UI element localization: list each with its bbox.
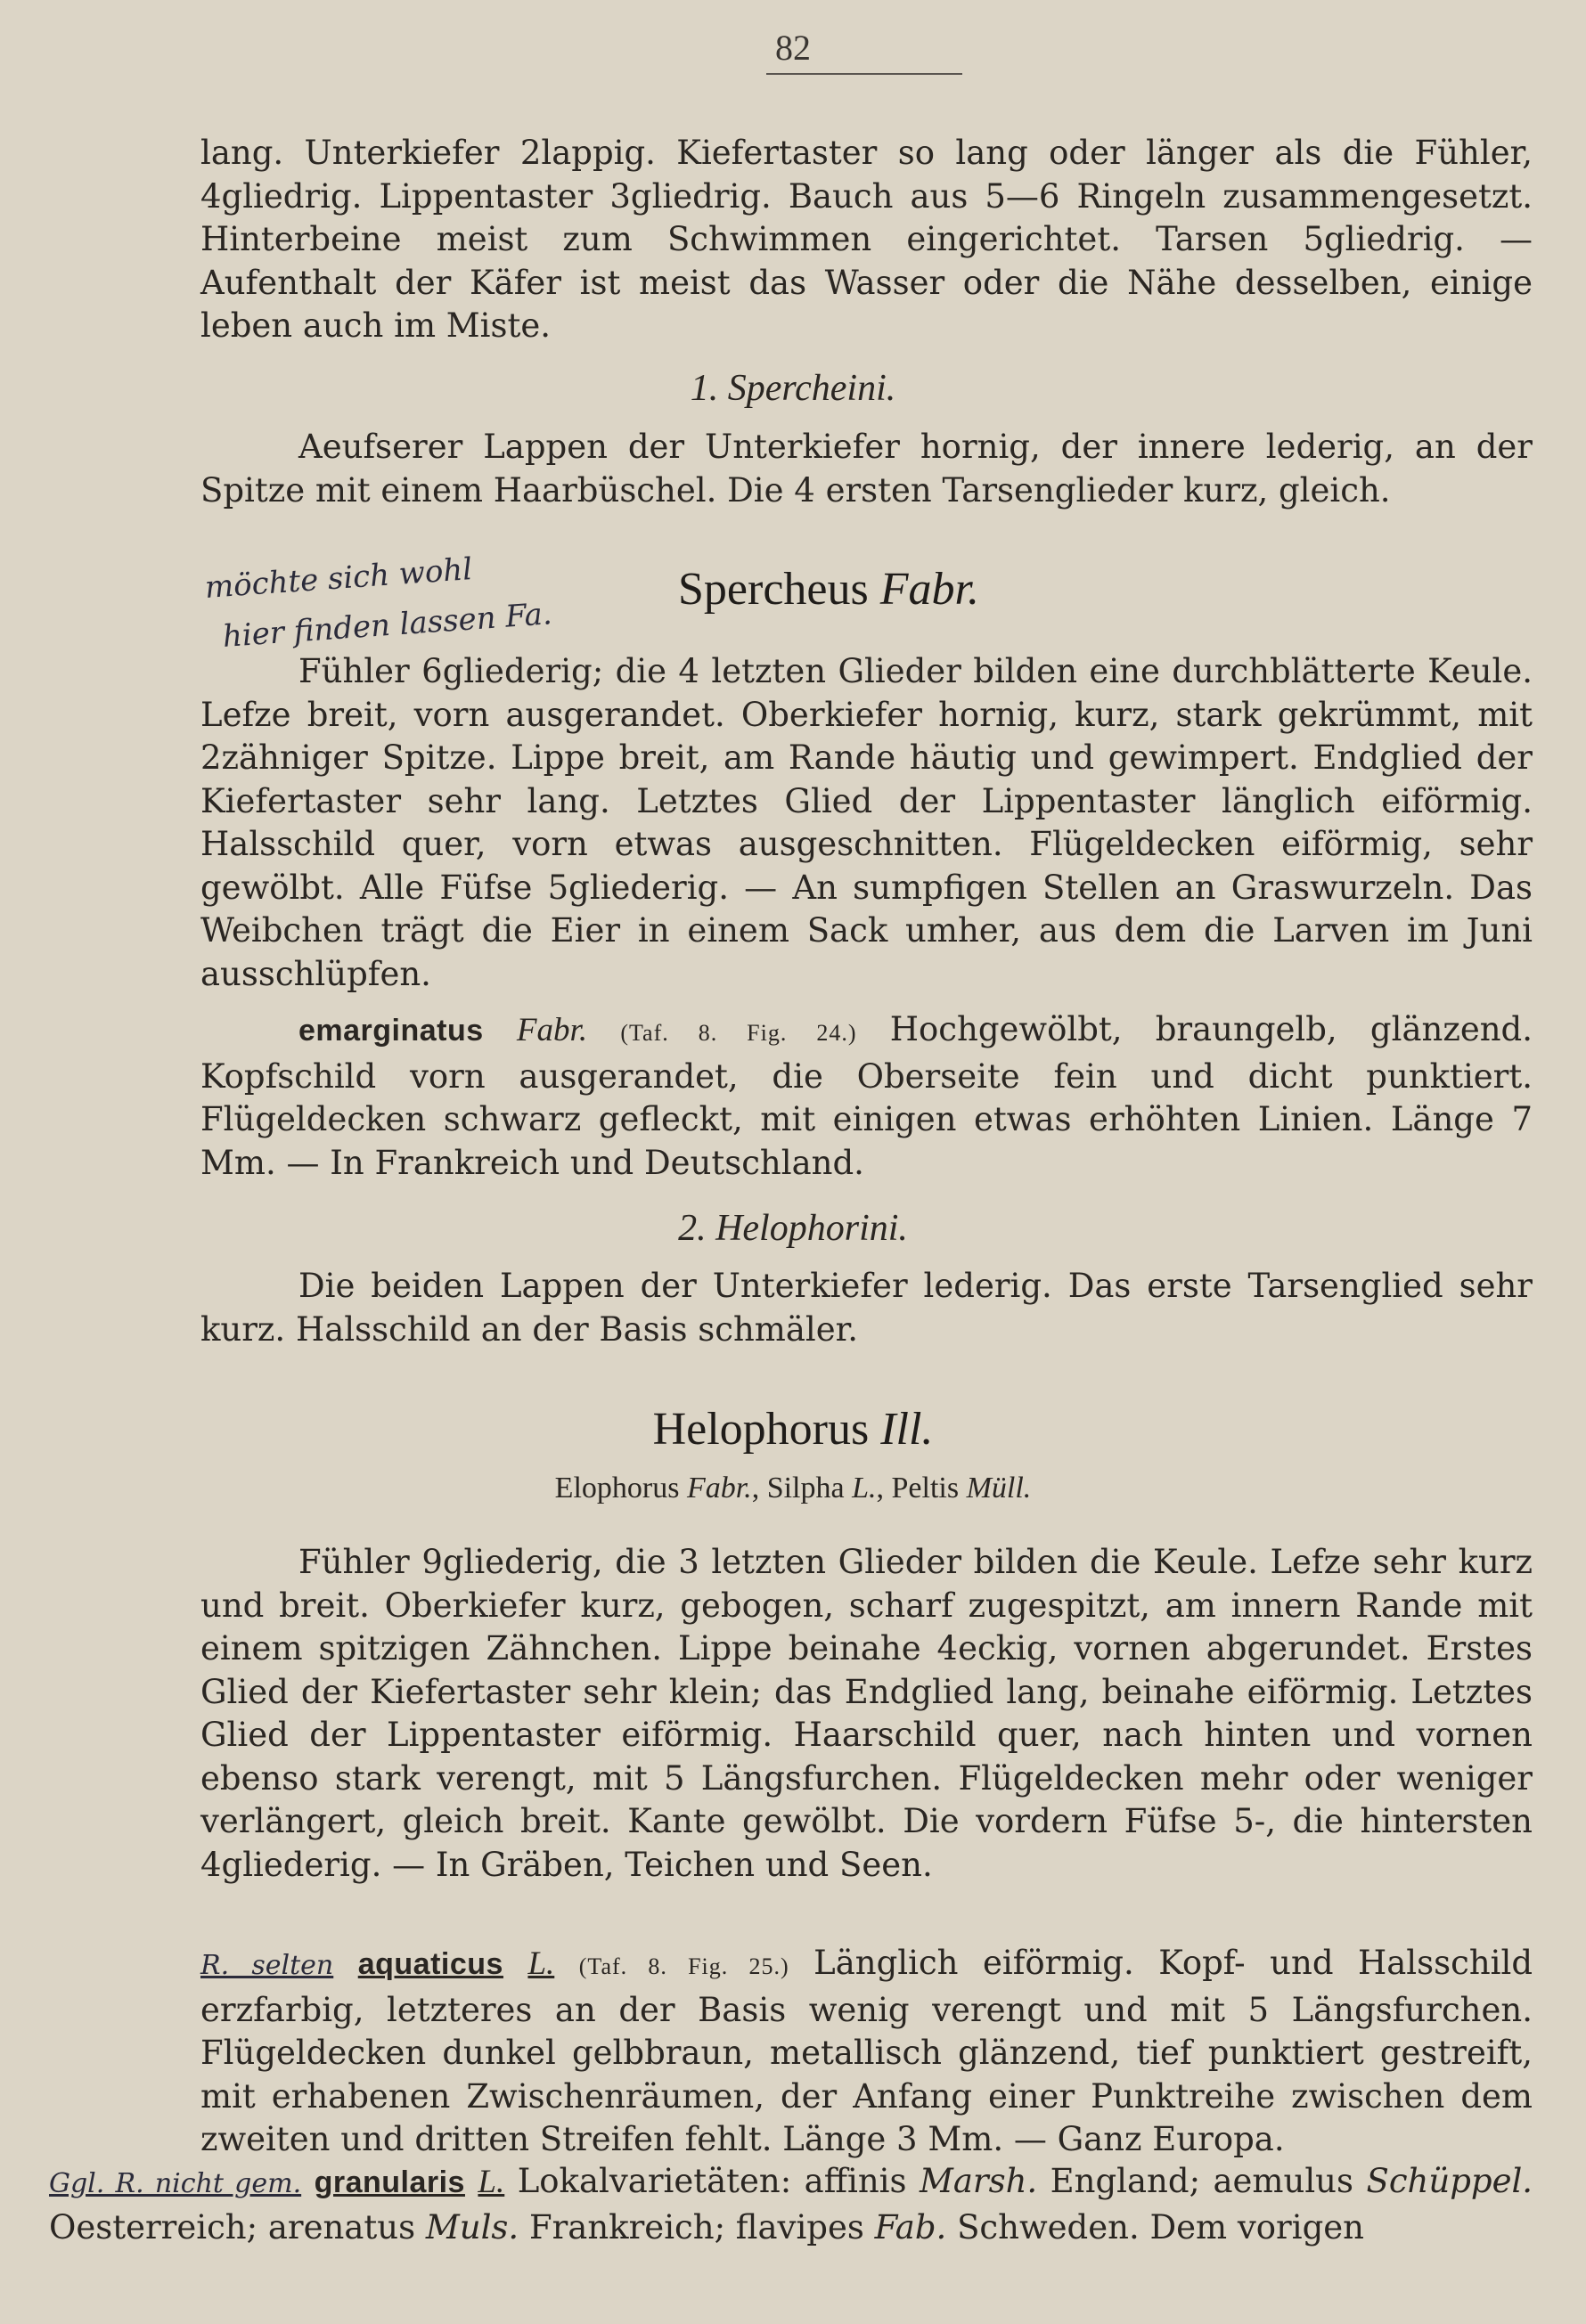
synonym-author: Fabr. — [686, 1472, 752, 1504]
species-text: Schweden. Dem vorigen — [957, 2207, 1364, 2247]
synonym: Silpha — [766, 1472, 845, 1504]
genus-heading-spercheus — [36, 563, 1586, 616]
variety-author: Fab. — [874, 2207, 947, 2247]
species-text: England; aemulus — [1050, 2162, 1354, 2200]
genus-description-helophorus: Fühler 9gliederig, die 3 letzten Glieder bilden die Keule. Lefze sehr kurz und breit. Oberkiefer kurz, gebogen, scharf zugespitzt, am innern Rande mit einem spitzigen Zähnchen. Lippe beinahe 4eckig, vornen abgerundet. Erstes Glied der Kiefertaster sehr klein; das Endglied lang, beinahe eiförmig. Letztes Glied der Lippentaster eiförmig. Haarschild quer, nach hinten und vornen ebenso stark verengt, mit 5 Längsfurchen. Flügeldecken mehr oder weniger verlängert, gleich breit. Kante gewölbt. Die vordern Füfse 5-, die hintersten 4gliederig. — In Gräben, Teichen und Seen. — [200, 1543, 1533, 1884]
variety-author: Muls. — [425, 2207, 519, 2247]
page-number: 82 — [775, 28, 811, 68]
species-name: emarginatus — [298, 1014, 484, 1048]
genus-name: Helophorus — [652, 1404, 870, 1455]
handwritten-prefix: Ggl. R. nicht gem. — [49, 2168, 302, 2199]
species-author: L. — [478, 2164, 505, 2200]
species-entry-aquaticus — [200, 1942, 1533, 2162]
tribe-heading-helophorini: 2. Helophorini. — [678, 1208, 908, 1249]
tribe-description-helophorini: Die beiden Lappen der Unterkiefer lederig. Das erste Tarsenglied sehr kurz. Halsschild an der Basis schmäler. — [200, 1267, 1533, 1349]
genus-synonyms: Elophorus Fabr., Silpha L., Peltis Müll. — [554, 1472, 1032, 1504]
species-text: Frankreich; flavipes — [528, 2207, 864, 2247]
synonym-author: L. — [852, 1472, 877, 1504]
synonym: Peltis — [891, 1472, 960, 1504]
species-name: aquaticus — [357, 1947, 503, 1981]
handwritten-prefix: R. selten — [200, 1950, 334, 1981]
synonym-author: Müll. — [966, 1472, 1032, 1504]
handwritten-note-line2: hier finden lassen Fa. — [221, 596, 553, 655]
plate-reference: (Taf. 8. Fig. 24.) — [620, 1020, 857, 1046]
species-description: Länglich eiförmig. Kopf- und Halsschild erzfarbig, letzteres an der Basis wenig verengt und mit 5 Längsfurchen. Flügeldecken dunkel gelbbraun, metallisch glänzend, tief punktiert gestreift, mit erhabenen Zwischenräumen, der Anfang einer Punktreihe zwischen dem zweiten und dritten Streifen fehlt. Länge 3 Mm. — Ganz Europa. — [200, 1944, 1533, 2158]
genus-heading-helophorus — [0, 1403, 1586, 1456]
genus-author: Ill. — [880, 1404, 934, 1455]
species-author: Fabr. — [516, 1012, 588, 1048]
species-entry-emarginatus — [200, 1008, 1533, 1185]
plate-reference: (Taf. 8. Fig. 25.) — [578, 1953, 789, 1979]
intro-paragraph: lang. Unterkiefer 2lappig. Kiefertaster so lang oder länger als die Fühler, 4gliedrig. Lippentaster 3gliedrig. Bauch aus 5—6 Ringeln zusammengesetzt. Hinterbeine meist zum Schwimmen eingerichtet. Tarsen 5gliedrig. — Aufenthalt der Käfer ist meist das Wasser oder die Nähe desselben, einige leben auch im Miste. — [200, 134, 1533, 345]
genus-description-spercheus: Fühler 6gliederig; die 4 letzten Glieder bilden eine durchblätterte Keule. Lefze breit, vorn ausgerandet. Oberkiefer hornig, kurz, stark gekrümmt, mit 2zähniger Spitze. Lippe breit, am Rande häutig und gewimpert. Endglied der Kiefertaster sehr lang. Letztes Glied der Lippentaster länglich eiförmig. Halsschild quer, vorn etwas ausgeschnitten. Flügeldecken eiförmig, sehr gewölbt. Alle Füfse 5gliederig. — An sumpfigen Stellen an Graswurzeln. Das Weibchen trägt die Eier in einem Sack umher, aus dem die Larven im Juni ausschlüpfen. — [200, 652, 1533, 993]
variety-author: Marsh. — [919, 2162, 1038, 2200]
variety-author: Schüppel. — [1366, 2162, 1533, 2200]
synonym: Elophorus — [554, 1472, 680, 1504]
species-text: Oesterreich; arenatus — [49, 2207, 416, 2247]
species-entry-granularis — [49, 2160, 1533, 2249]
tribe-heading-spercheini: 1. Spercheini. — [690, 368, 896, 409]
species-text: Lokalvarietäten: affinis — [517, 2162, 907, 2200]
genus-name: Spercheus — [678, 564, 869, 615]
tribe-description-spercheini: Aeufserer Lappen der Unterkiefer hornig, der innere lederig, an der Spitze mit einem Haarbüschel. Die 4 ersten Tarsenglieder kurz, gleich. — [200, 428, 1533, 510]
species-author: L. — [527, 1945, 555, 1982]
handwritten-note-line1: möchte sich wohl — [203, 551, 474, 606]
species-name: granularis — [314, 2165, 465, 2199]
species-description: Hochgewölbt, braungelb, glänzend. Kopfschild vorn ausgerandet, die Oberseite fein und dicht punktiert. Flügeldecken schwarz gefleckt, mit einigen etwas erhöhten Linien. Länge 7 Mm. — In Frankreich und Deutschland. — [200, 1010, 1533, 1182]
header-rule — [766, 73, 962, 75]
genus-author: Fabr. — [879, 564, 979, 615]
